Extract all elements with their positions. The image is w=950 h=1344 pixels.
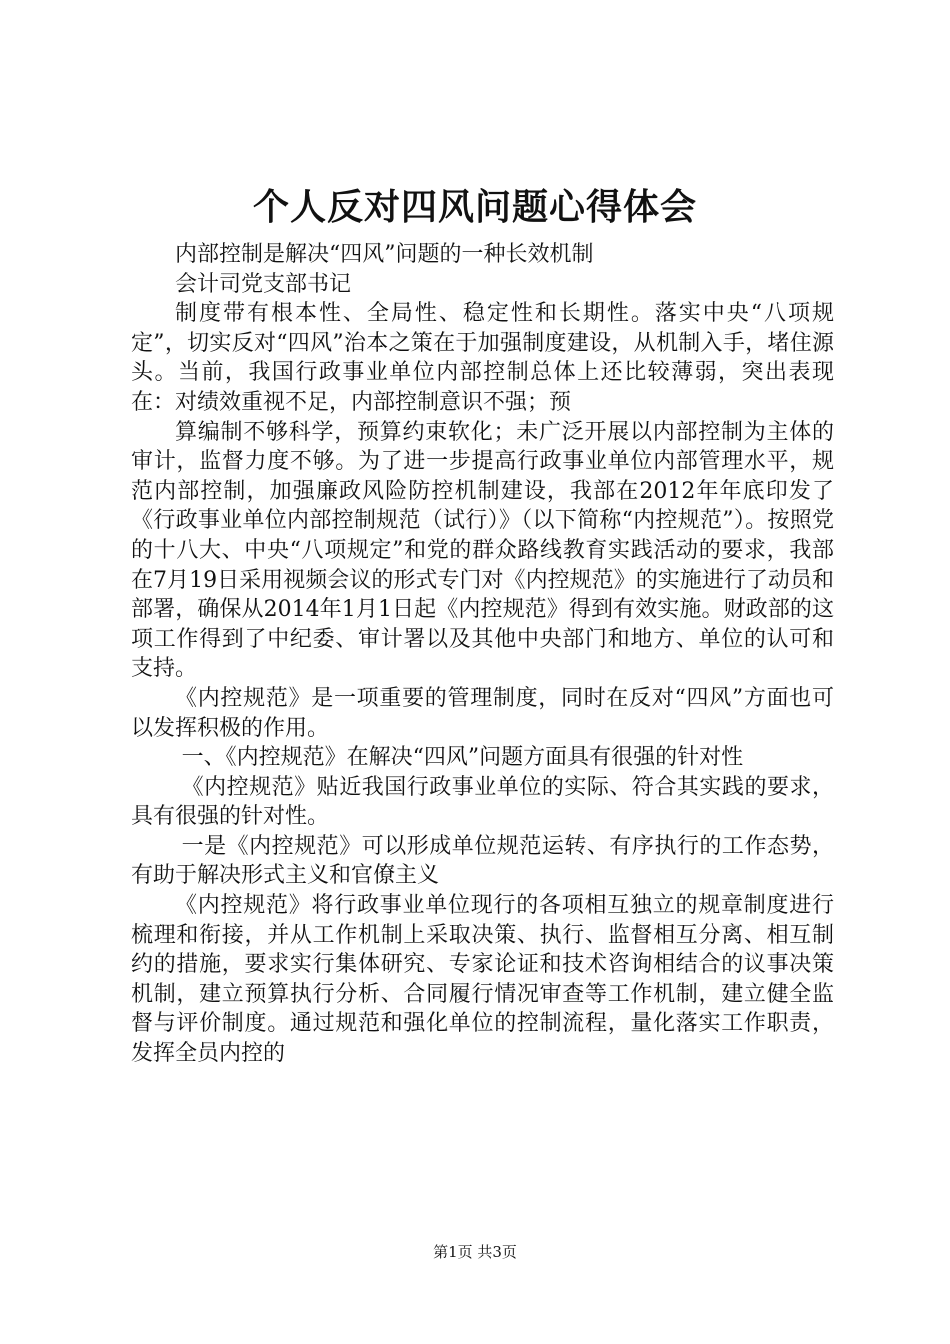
page-footer: 第1页 共3页 [433, 1243, 517, 1261]
paragraph-author: 会计司党支部书记 [175, 271, 352, 297]
document-title: 个人反对四风问题心得体会 [252, 186, 697, 228]
paragraph-relevance: 《内控规范》贴近我国行政事业单位的实际、符合其实践的要求，具有很强的针对性。 [131, 774, 834, 830]
paragraph-significance: 《内控规范》是一项重要的管理制度，同时在反对“四风”方面也可以发挥积极的作用。 [131, 685, 834, 741]
paragraph-background: 算编制不够科学，预算约束软化；未广泛开展以内部控制为主体的审计，监督力度不够。为了进一步提高行政事业单位内部管理水平，规范内部控制，加强廉政风险防控机制建设，我部在2012年年底印发了《行政事业单位内部控制规范（试行）》（以下简称“内控规范”）。按照党的十八大、中央“八项规定”和党的群众路线教育实践活动的要求，我部在7月19日采用视频会议的形式专门对《内控规范》的实施进行了动员和部署，确保从2014年1月1日起《内控规范》得到有效实施。财政部的这项工作得到了中纪委、审计署以及其他中央部门和地方、单位的认可和支持。 [131, 419, 834, 682]
point-heading-1: 一是《内控规范》可以形成单位规范运转、有序执行的工作态势，有助于解决形式主义和官僚主义 [131, 833, 834, 889]
document-body [131, 240, 834, 1069]
paragraph-mechanism: 《内控规范》将行政事业单位现行的各项相互独立的规章制度进行梳理和衔接，并从工作机制上采取决策、执行、监督相互分离、相互制约的措施，要求实行集体研究、专家论证和技术咨询相结合的议事决策机制，建立预算执行分析、合同履行情况审查等工作机制，建立健全监督与评价制度。通过规范和强化单位的控制流程，量化落实工作职责，发挥全员内控的 [131, 893, 834, 1067]
section-heading-1: 一、《内控规范》在解决“四风”问题方面具有很强的针对性 [181, 745, 744, 771]
paragraph-intro: 制度带有根本性、全局性、稳定性和长期性。落实中央“八项规定”，切实反对“四风”治本之策在于加强制度建设，从机制入手，堵住源头。当前，我国行政事业单位内部控制总体上还比较薄弱，突出表现在：对绩效重视不足，内部控制意识不强；预 [131, 301, 834, 415]
paragraph-subtitle: 内部控制是解决“四风”问题的一种长效机制 [175, 242, 594, 267]
